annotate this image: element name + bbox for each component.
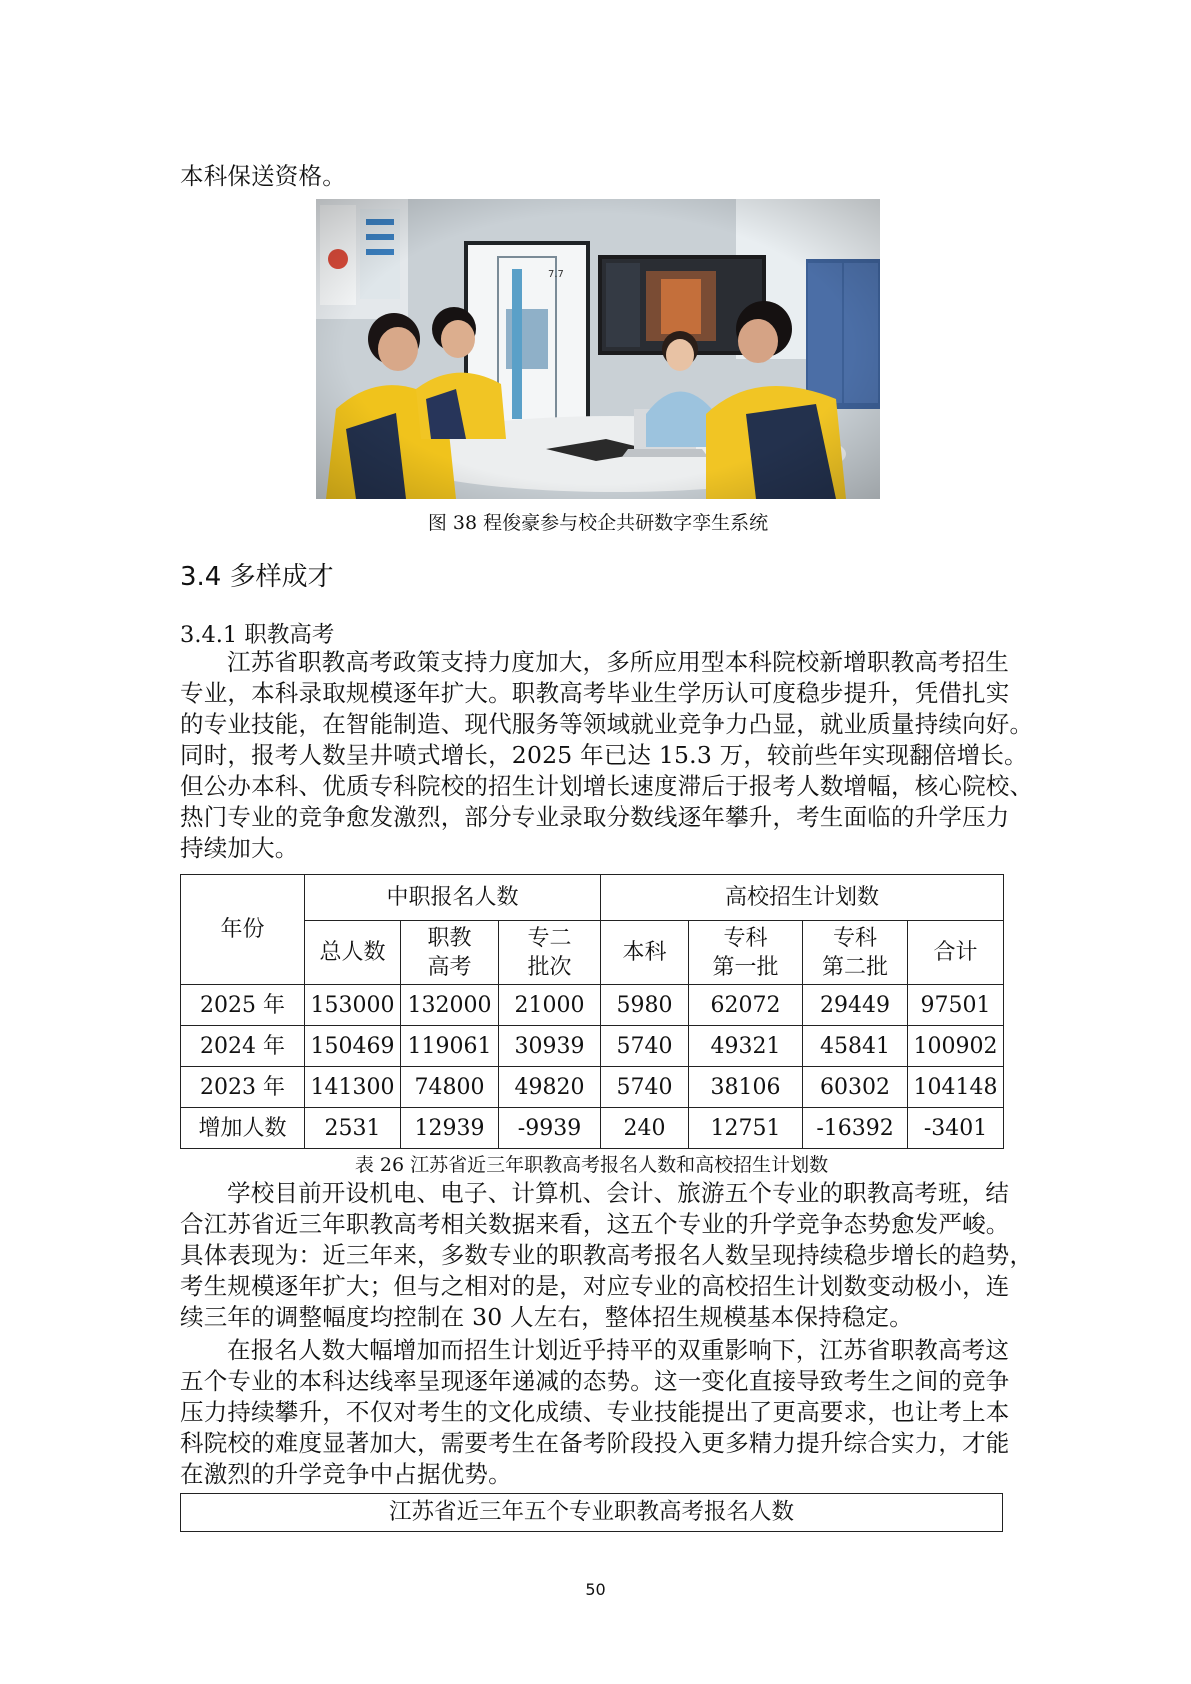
col-second-batch-header: 专二 批次 [499,921,601,985]
table-cell: 2023 年 [181,1067,305,1108]
table-row [181,1026,1004,1067]
col-college-first-header: 专科 第一批 [689,921,803,985]
table-cell: 21000 [499,985,601,1026]
table-cell: 104148 [908,1067,1004,1108]
table-cell: 增加人数 [181,1108,305,1149]
table-cell: 97501 [908,985,1004,1026]
col-college-second-header: 专科 第二批 [803,921,908,985]
col-total-header: 总人数 [305,921,401,985]
next-table-title: 江苏省近三年五个专业职教高考报名人数 [180,1493,1003,1532]
table-cell: -9939 [499,1108,601,1149]
table-caption: 表 26 江苏省近三年职教高考报名人数和高校招生计划数 [354,1154,829,1176]
paragraph-line: 江苏省职教高考政策支持力度加大，多所应用型本科院校新增职教高考招生 [227,648,1010,676]
year-header: 年份 [181,875,305,985]
photo-students-digital-twin [316,199,880,499]
table-cell: 38106 [689,1067,803,1108]
subsection-title: 3.4.1 职教高考 [180,622,335,648]
paragraph-majors [180,1178,1034,1333]
table-cell: 45841 [803,1026,908,1067]
table-cell: 74800 [401,1067,499,1108]
table-cell: 153000 [305,985,401,1026]
paragraph-line: 压力持续攀升，不仅对考生的文化成绩、专业技能提出了更高要求，也让考上本 [180,1398,1010,1426]
table-cell: 141300 [305,1067,401,1108]
paragraph-line: 在激烈的升学竞争中占据优势。 [180,1460,512,1488]
paragraph-line: 学校目前开设机电、电子、计算机、会计、旅游五个专业的职教高考班，结 [227,1179,1010,1207]
paragraph-line: 同时，报考人数呈井喷式增长，2025 年已达 15.3 万，较前些年实现翻倍增长。 [180,741,1028,769]
page-number: 50 [585,1580,606,1599]
table-cell: 150469 [305,1026,401,1067]
table-row [181,985,1004,1026]
table-cell: 30939 [499,1026,601,1067]
paragraph-line: 科院校的难度显著加大，需要考生在备考阶段投入更多精力提升综合实力，才能 [180,1429,1010,1457]
col-undergrad-header: 本科 [601,921,689,985]
col-sum-header: 合计 [908,921,1004,985]
table-cell: 100902 [908,1026,1004,1067]
col-vocational-exam-header: 职教 高考 [401,921,499,985]
paragraph-policy [180,647,1034,864]
paragraph-line: 持续加大。 [180,834,299,862]
table-cell: 62072 [689,985,803,1026]
table-cell: 119061 [401,1026,499,1067]
paragraph-line: 考生规模逐年扩大；但与之相对的是，对应专业的高校招生计划数变动极小，连 [180,1272,1010,1300]
paragraph-line: 在报名人数大幅增加而招生计划近乎持平的双重影响下，江苏省职教高考这 [227,1336,1010,1364]
paragraph-pressure [180,1335,1012,1490]
section-title: 3.4 多样成才 [180,562,334,592]
paragraph-line: 具体表现为：近三年来，多数专业的职教高考报名人数呈现持续稳步增长的趋势， [180,1241,1034,1269]
table-cell: 5740 [601,1067,689,1108]
table-cell: 29449 [803,985,908,1026]
table-cell: 2531 [305,1108,401,1149]
table-cell: 49820 [499,1067,601,1108]
table-cell: 132000 [401,985,499,1026]
vocational-applicants-header: 中职报名人数 [305,875,601,921]
paragraph-line: 续三年的调整幅度均控制在 30 人左右，整体招生规模基本保持稳定。 [180,1303,913,1331]
table-cell: -3401 [908,1108,1004,1149]
paragraph-line: 但公办本科、优质专科院校的招生计划增长速度滞后于报考人数增幅，核心院校、 [180,772,1034,800]
table-cell: -16392 [803,1108,908,1149]
table-cell: 5740 [601,1026,689,1067]
table-cell: 240 [601,1108,689,1149]
paragraph-line: 五个专业的本科达线率呈现逐年递减的态势。这一变化直接导致考生之间的竞争 [180,1367,1010,1395]
paragraph-line: 专业，本科录取规模逐年扩大。职教高考毕业生学历认可度稳步提升，凭借扎实 [180,679,1010,707]
table-cell: 5980 [601,985,689,1026]
table-cell: 60302 [803,1067,908,1108]
figure-caption: 图 38 程俊豪参与校企共研数字孪生系统 [427,512,769,534]
continued-text: 本科保送资格。 [180,162,346,190]
university-plan-header: 高校招生计划数 [601,875,1004,921]
table-cell: 12751 [689,1108,803,1149]
paragraph-line: 热门专业的竞争愈发激烈，部分专业录取分数线逐年攀升，考生面临的升学压力 [180,803,1010,831]
table-row [181,1067,1004,1108]
table-cell: 2025 年 [181,985,305,1026]
table-cell: 2024 年 [181,1026,305,1067]
table-cell: 12939 [401,1108,499,1149]
enrollment-table [180,874,1004,1149]
table-cell: 49321 [689,1026,803,1067]
paragraph-line: 的专业技能，在智能制造、现代服务等领域就业竞争力凸显，就业质量持续向好。 [180,710,1034,738]
table-row [181,1108,1004,1149]
paragraph-line: 合江苏省近三年职教高考相关数据来看，这五个专业的升学竞争态势愈发严峻。 [180,1210,1010,1238]
